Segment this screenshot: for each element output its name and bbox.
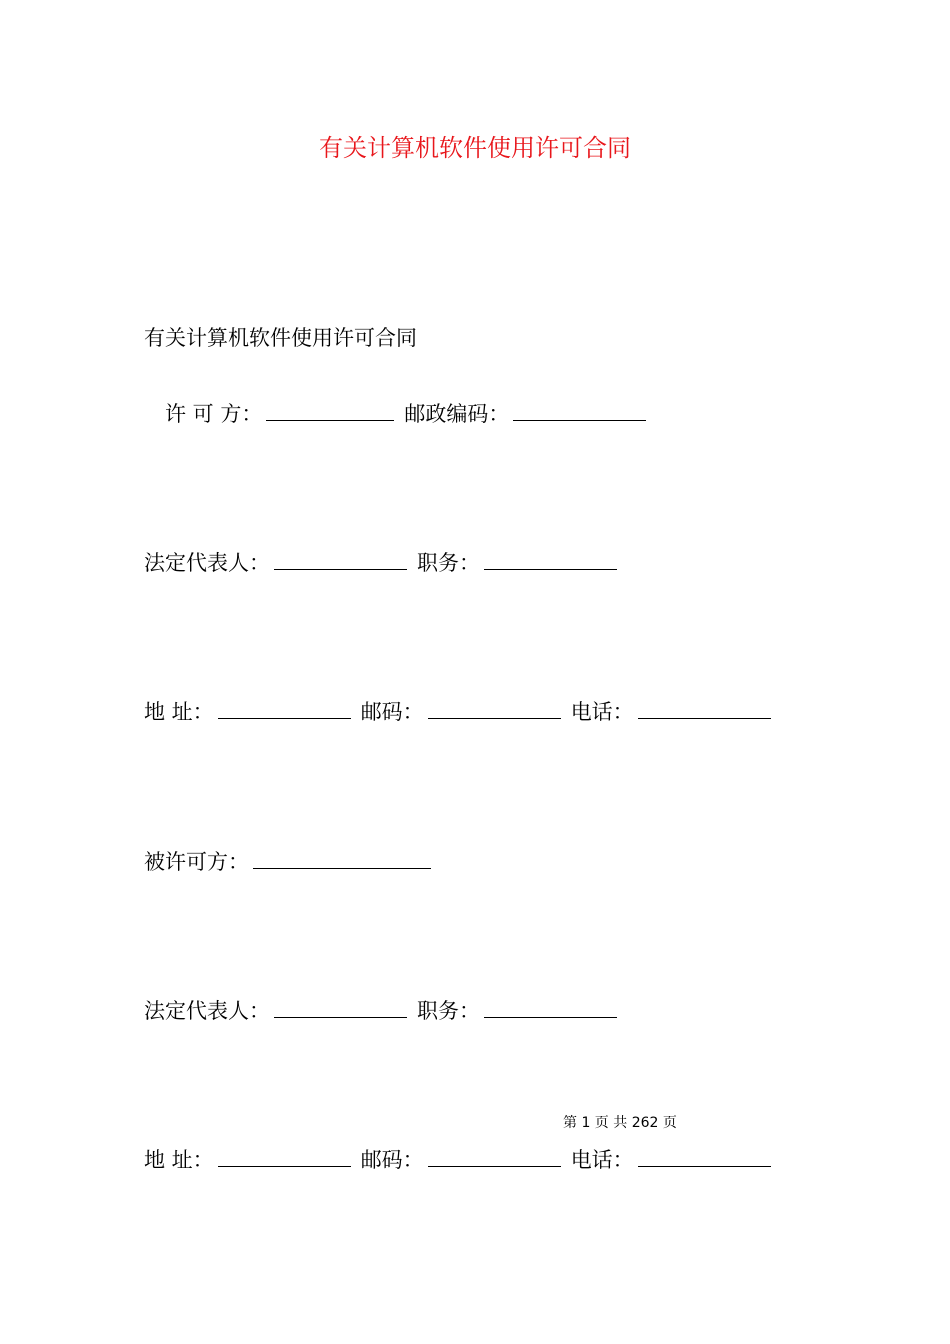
- licensee-phone-blank: [638, 1144, 771, 1167]
- licensor-label: 许 可 方：: [165, 402, 263, 426]
- licensee-address-label: 地 址：: [144, 1148, 214, 1172]
- page-footer: 第 1 页 共 262 页: [563, 1115, 677, 1131]
- licensor-phone-blank: [638, 696, 771, 719]
- licensee-position-blank: [484, 995, 617, 1018]
- licensor-position-label: 职务：: [417, 551, 480, 575]
- licensor-line: [165, 398, 656, 429]
- licensee-address-line: [144, 1144, 781, 1175]
- licensor-phone-label: 电话：: [570, 700, 634, 724]
- licensor-address-label: 地 址：: [144, 700, 214, 724]
- licensee-phone-label: 电话：: [570, 1148, 634, 1172]
- licensee-rep-label: 法定代表人：: [144, 999, 270, 1023]
- licensee-position-label: 职务：: [417, 999, 480, 1023]
- licensor-zip-blank: [428, 696, 561, 719]
- licensee-zip-blank: [428, 1144, 561, 1167]
- licensee-rep-line: [144, 995, 627, 1026]
- licensee-label: 被许可方：: [144, 850, 249, 874]
- postal-code-blank: [513, 398, 646, 421]
- licensor-rep-line: [144, 547, 627, 578]
- licensee-blank: [253, 846, 431, 869]
- licensor-address-line: [144, 696, 781, 727]
- document-title: 有关计算机软件使用许可合同: [319, 134, 631, 162]
- licensor-position-blank: [484, 547, 617, 570]
- licensor-rep-label: 法定代表人：: [144, 551, 270, 575]
- document-subtitle: 有关计算机软件使用许可合同: [144, 326, 417, 350]
- postal-code-label: 邮政编码：: [404, 402, 510, 426]
- licensor-rep-blank: [274, 547, 407, 570]
- licensee-zip-label: 邮码：: [360, 1148, 424, 1172]
- licensee-rep-blank: [274, 995, 407, 1018]
- licensee-address-blank: [218, 1144, 351, 1167]
- licensor-zip-label: 邮码：: [360, 700, 424, 724]
- licensor-blank: [266, 398, 394, 421]
- licensor-address-blank: [218, 696, 351, 719]
- licensee-line: [144, 846, 441, 877]
